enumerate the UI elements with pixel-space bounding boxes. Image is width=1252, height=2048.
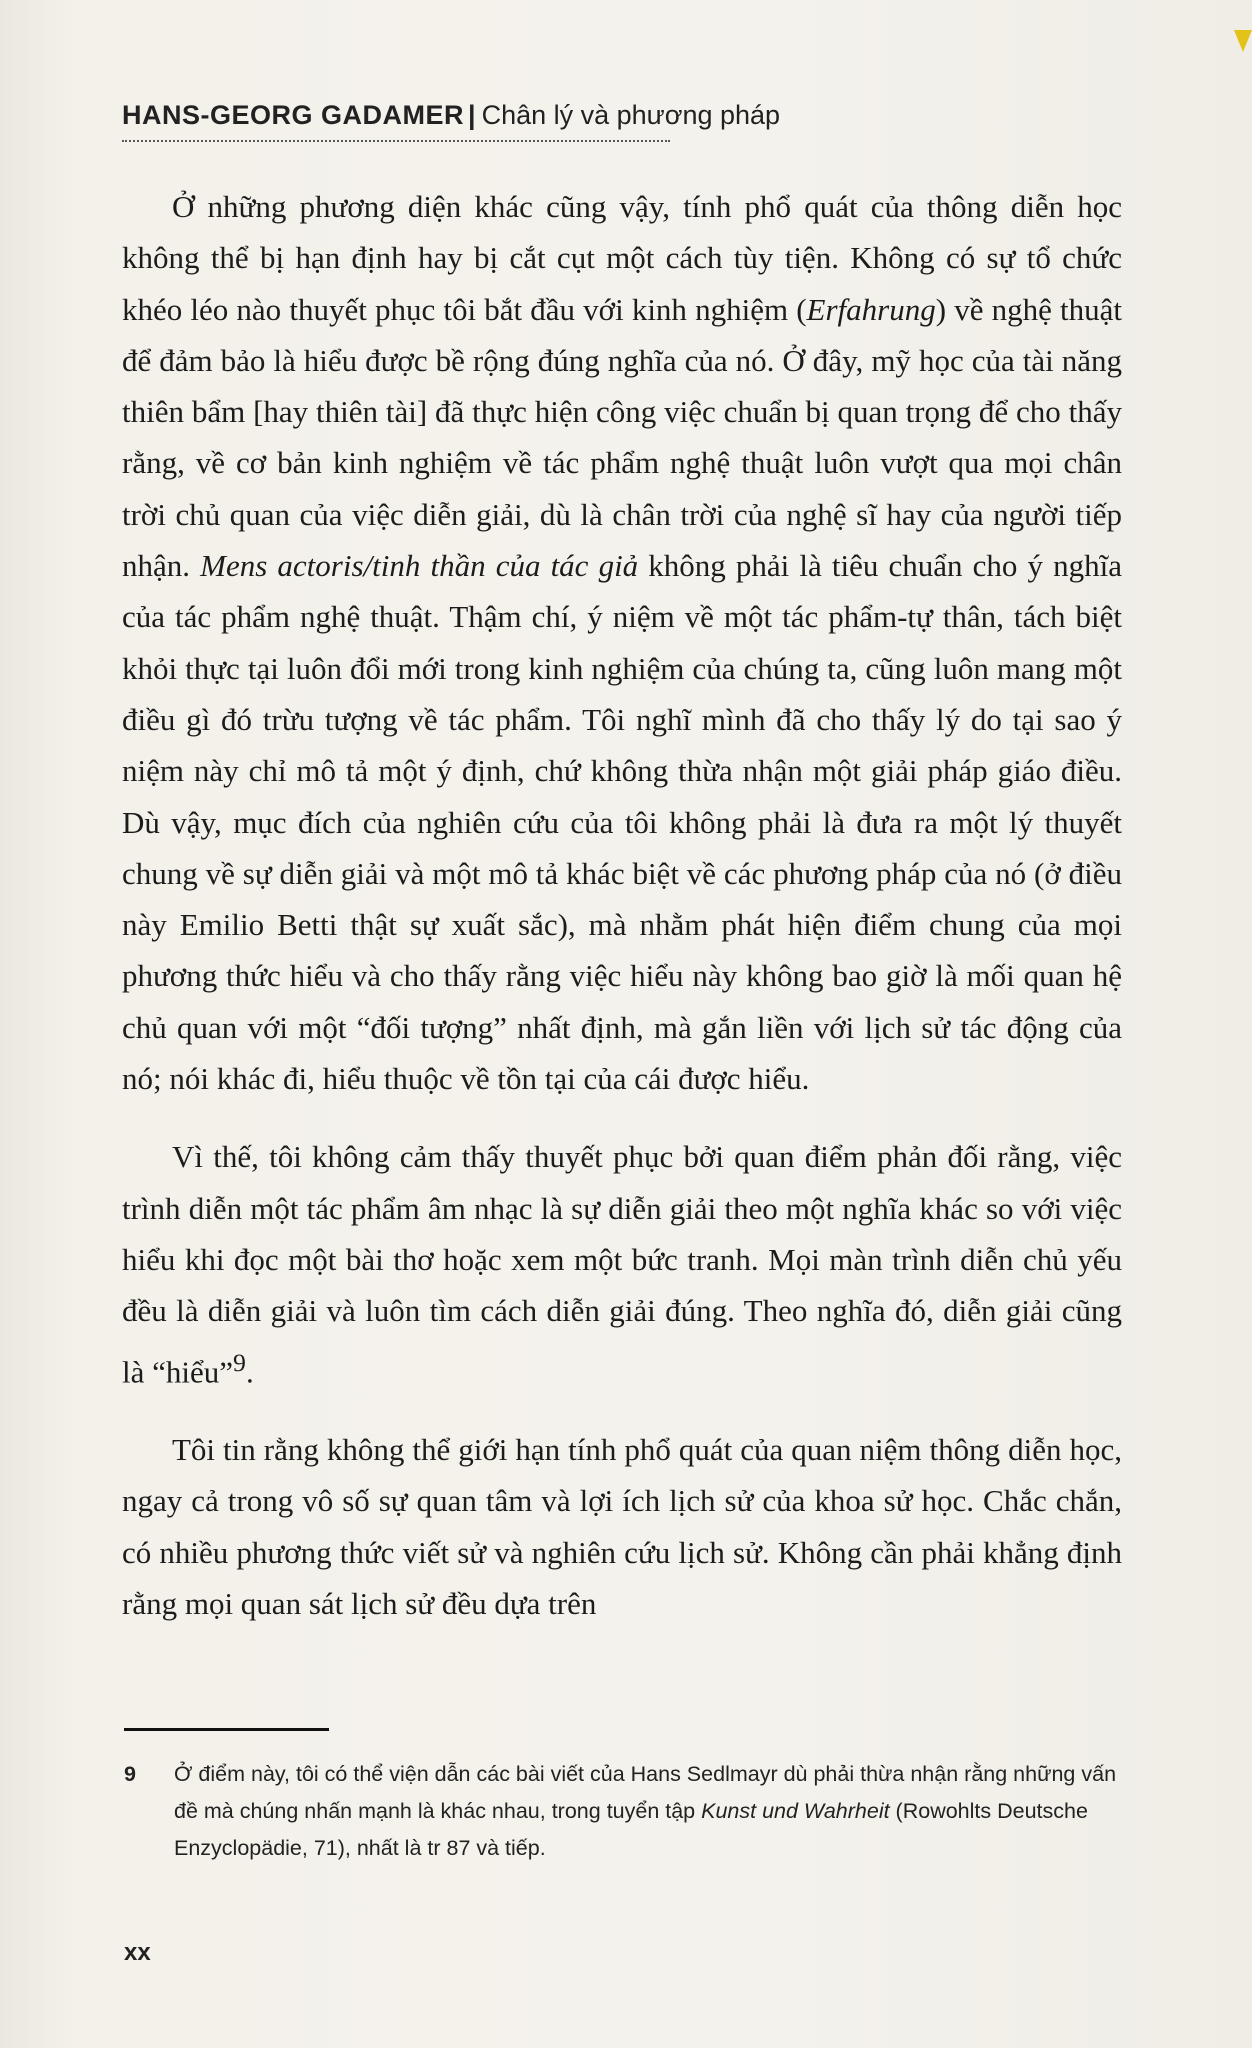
running-header xyxy=(122,100,780,131)
paragraph-1-italic-a: Erfahrung xyxy=(806,291,936,327)
page-corner-mark xyxy=(1234,30,1252,52)
footnote-text-b: (Rowohlts Deutsche Enzyclopädie, 71), nhất là tr 87 và tiếp. xyxy=(174,1799,1088,1860)
paragraph-2-text-a: Vì thế, tôi không cảm thấy thuyết phục bởi quan điểm phản đối rằng, việc trình diễn một tác phẩm âm nhạc là sự diễn giải theo một nghĩa khác so với việc hiểu khi đọc một bài thơ hoặc xem một bức tranh. Mọi màn trình diễn chủ yếu đều là diễn giải và luôn tìm cách diễn giải đúng. Theo nghĩa đó, diễn giải cũng là “hiểu” xyxy=(122,1139,1122,1389)
footnote-text-a: Ở điểm này, tôi có thể viện dẫn các bài viết của Hans Sedlmayr dù phải thừa nhận rằng những vấn đề mà chúng nhấn mạnh là khác nhau, trong tuyển tập xyxy=(174,1762,1117,1823)
header-title: Chân lý và phương pháp xyxy=(481,100,781,130)
header-rule xyxy=(122,140,670,142)
page-number: xx xyxy=(124,1939,151,1966)
paragraph-1-italic-b: Mens actoris/tinh thần của tác giả xyxy=(200,548,639,584)
paragraph-2-text-b: . xyxy=(245,1353,254,1389)
paragraph-3 xyxy=(122,1424,1122,1629)
header-author: HANS-GEORG GADAMER xyxy=(122,100,465,130)
footnote-rule xyxy=(124,1728,329,1731)
main-text xyxy=(122,181,1122,1629)
footnote-italic: Kunst und Wahrheit xyxy=(701,1799,890,1823)
paragraph-3-text: Tôi tin rằng không thể giới hạn tính phổ quát của quan niệm thông diễn học, ngay cả trong vô số sự quan tâm và lợi ích lịch sử của khoa sử học. Chắc chắn, có nhiều phương thức viết sử và nghiên cứu lịch sử. Không cần phải khẳng định rằng mọi quan sát lịch sử đều dựa trên xyxy=(122,1432,1122,1622)
footnote-text xyxy=(174,1756,1124,1867)
header-separator: | xyxy=(468,100,476,130)
footnote xyxy=(124,1756,1124,1867)
footnote-number: 9 xyxy=(124,1762,136,1786)
paragraph-1-text-b: ) về nghệ thuật để đảm bảo là hiểu được bề rộng đúng nghĩa của nó. Ở đây, mỹ học của tài năng thiên bẩm [hay thiên tài] đã thực hiện công việc chuẩn bị quan trọng để cho thấy rằng, về cơ bản kinh nghiệm về tác phẩm nghệ thuật luôn vượt qua mọi chân trời chủ quan của việc diễn giải, dù là chân trời của nghệ sĩ hay của người tiếp nhận. xyxy=(122,291,1123,584)
paragraph-1 xyxy=(122,181,1122,1104)
paragraph-1-text-c: không phải là tiêu chuẩn cho ý nghĩa của tác phẩm nghệ thuật. Thậm chí, ý niệm về một tác phẩm-tự thân, tách biệt khỏi thực tại luôn đổi mới trong kinh nghiệm của chúng ta, cũng luôn mang một điều gì đó trừu tượng về tác phẩm. Tôi nghĩ mình đã cho thấy lý do tại sao ý niệm này chỉ mô tả một ý định, chứ không thừa nhận một giải pháp giáo điều. Dù vậy, mục đích của nghiên cứu của tôi không phải là đưa ra một lý thuyết chung về sự diễn giải và một mô tả khác biệt về các phương pháp của nó (ở điều này Emilio Betti thật sự xuất sắc), mà nhằm phát hiện điểm chung của mọi phương thức hiểu và cho thấy rằng việc hiểu này không bao giờ là mối quan hệ chủ quan với một “đối tượng” nhất định, mà gắn liền với lịch sử tác động của nó; nói khác đi, hiểu thuộc về tồn tại của cái được hiểu. xyxy=(122,548,1122,1097)
paragraph-2 xyxy=(122,1131,1122,1397)
footnote-reference: 9 xyxy=(233,1347,246,1377)
paragraph-1-text-a: Ở những phương diện khác cũng vậy, tính phổ quát của thông diễn học không thể bị hạn định hay bị cắt cụt một cách tùy tiện. Không có sự tổ chức khéo léo nào thuyết phục tôi bắt đầu với kinh nghiệm ( xyxy=(122,189,1122,327)
